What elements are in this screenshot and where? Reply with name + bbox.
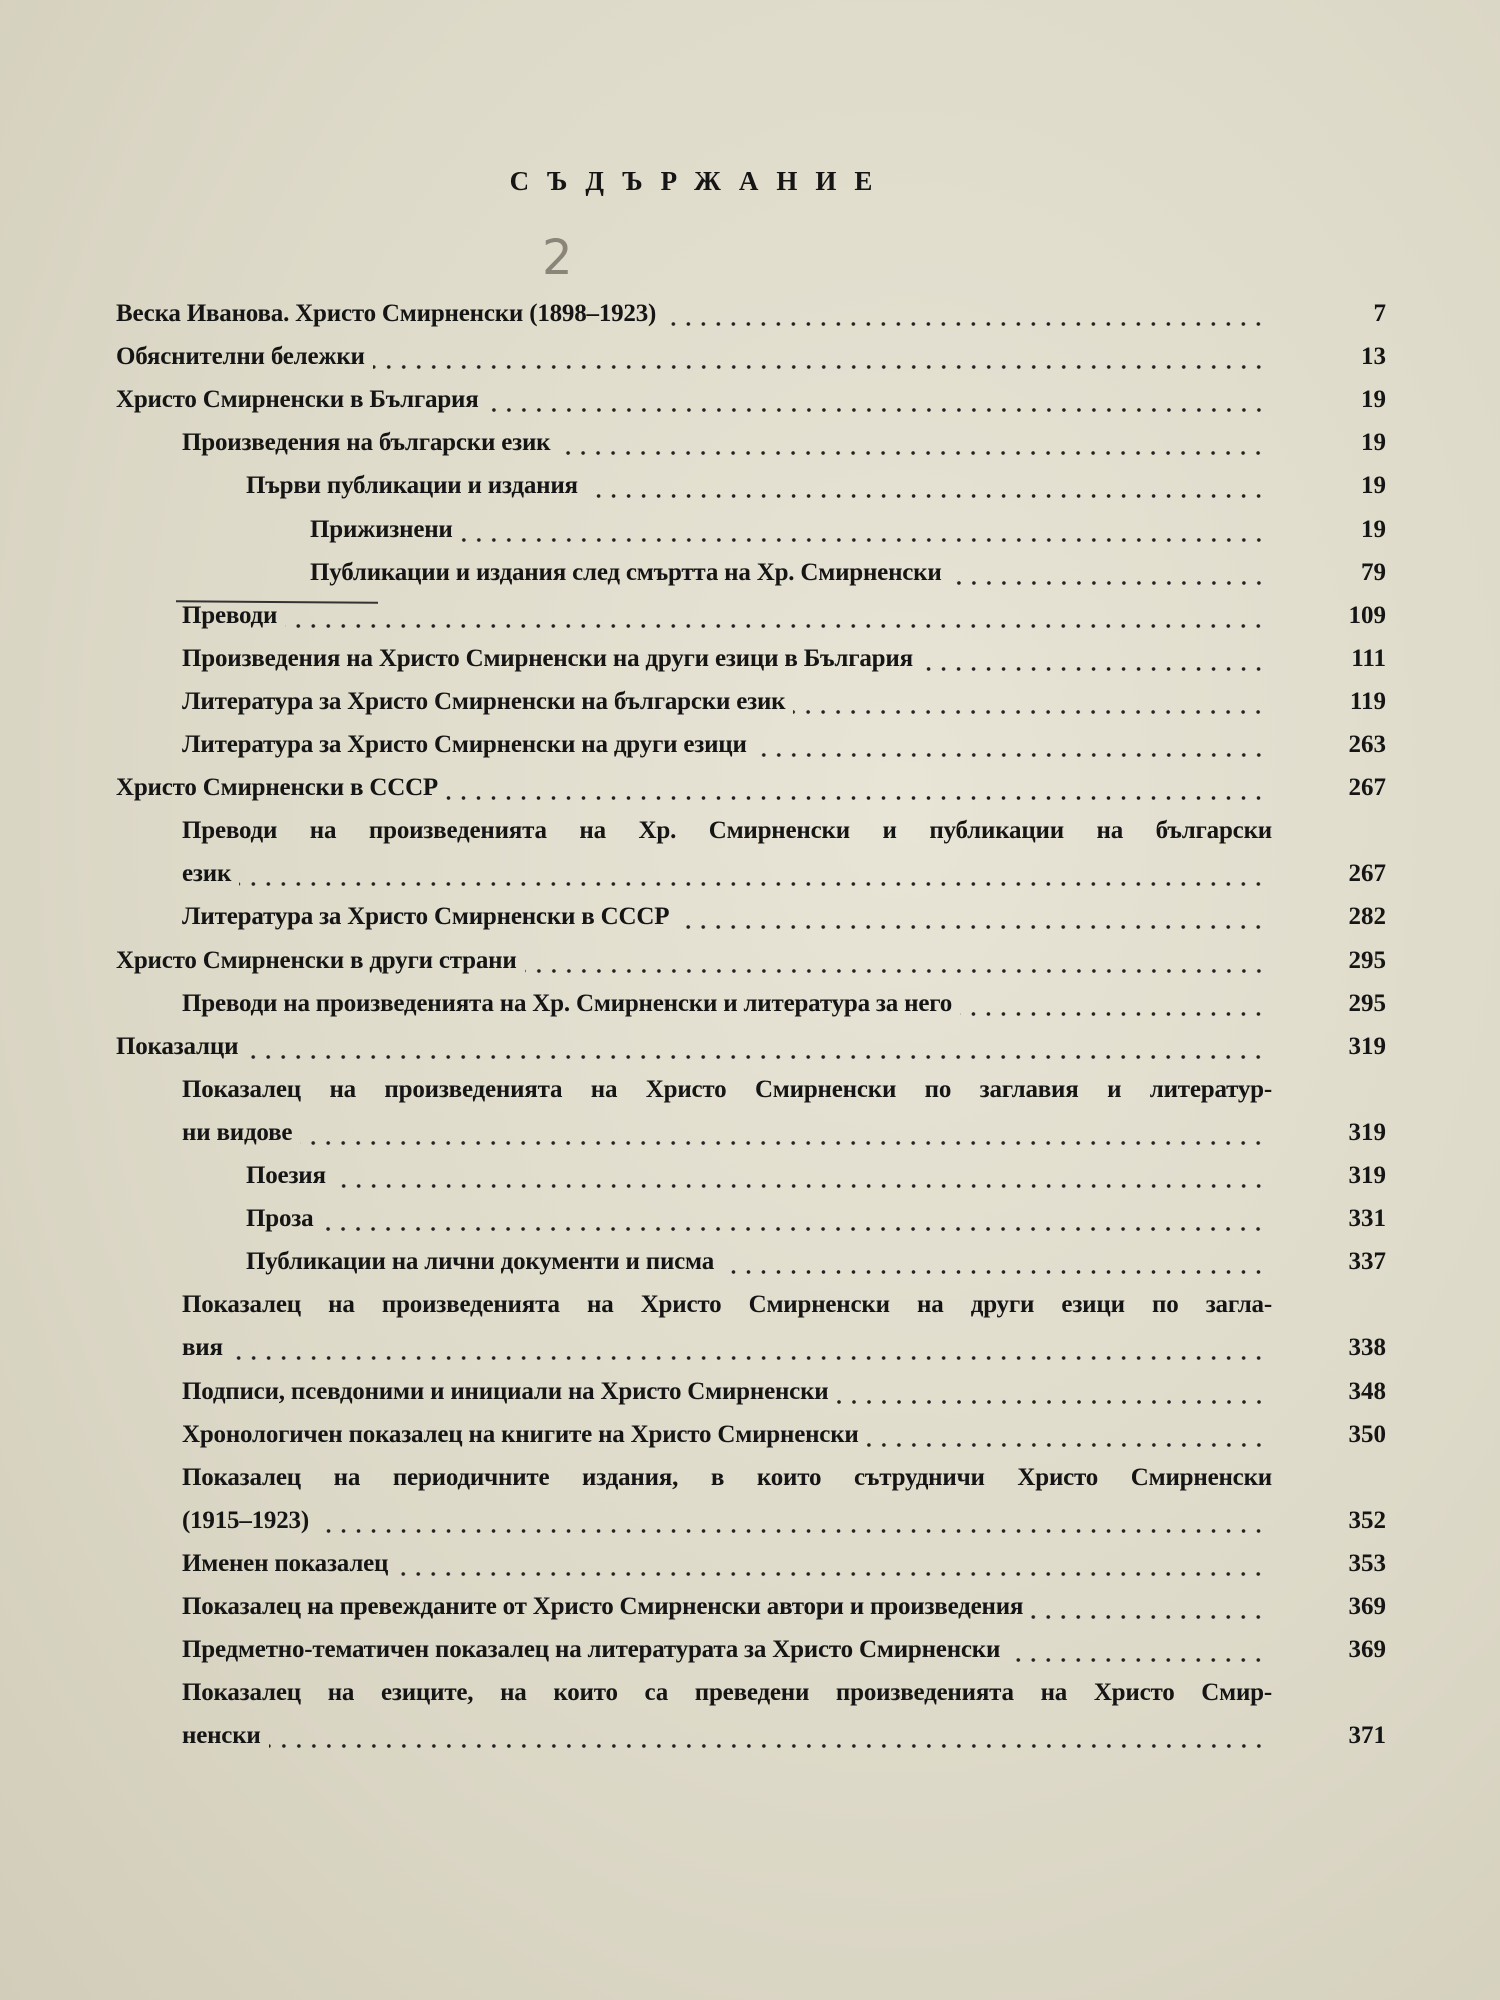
toc-entry-label: Веска Иванова. Христо Смирненски (1898–1923) (116, 300, 657, 327)
toc-page-number: 353 (1348, 1549, 1386, 1577)
toc-entry (310, 516, 1272, 550)
toc-entry-label: Произведения на български език (182, 429, 551, 457)
toc-entry (182, 1421, 1272, 1455)
toc-entry-label: вия (182, 1334, 223, 1362)
toc-page-number: 109 (1348, 601, 1386, 629)
dot-leader (231, 1356, 1266, 1360)
dot-leader (373, 365, 1266, 369)
toc-entry-line (182, 1076, 1272, 1110)
dot-leader (960, 1012, 1266, 1016)
toc-entry-label: Литература за Христо Смирненски на други езици (182, 731, 747, 758)
toc-entry (182, 903, 1272, 937)
page-title: СЪДЪРЖАНИЕ (509, 166, 891, 196)
toc-page-number: 19 (1361, 386, 1386, 414)
toc-page-number: 263 (1348, 731, 1386, 758)
toc-entry (182, 1507, 1272, 1541)
toc-entry-label: Преводи (182, 601, 278, 629)
toc-entry (182, 860, 1272, 894)
toc-entry (116, 386, 1272, 420)
toc-page-number: 369 (1348, 1593, 1386, 1620)
dot-leader (317, 1529, 1266, 1533)
dot-leader (246, 1055, 1266, 1059)
toc-page-number: 338 (1348, 1334, 1386, 1362)
toc-entry (116, 774, 1272, 808)
toc-page-number: 319 (1348, 1162, 1386, 1189)
toc-page-number: 319 (1348, 1118, 1386, 1146)
toc-entry-line (182, 1291, 1272, 1325)
toc-entry-label: Първи публикации и издания (246, 472, 578, 500)
dot-leader (1008, 1658, 1266, 1662)
toc-entry (246, 1248, 1272, 1282)
dot-leader (664, 322, 1266, 326)
handwritten-note: 2 (542, 230, 573, 286)
dot-leader (525, 969, 1266, 973)
toc-page-number: 111 (1351, 644, 1386, 672)
toc-entry-label: Литература за Христо Смирненски на български език (182, 687, 786, 715)
dot-leader (269, 1744, 1266, 1748)
toc-entry (182, 1593, 1272, 1627)
toc-entry-label: ни видове (182, 1118, 293, 1146)
toc-entry-label: Христо Смирненски в България (116, 386, 479, 414)
dot-leader (558, 451, 1266, 455)
toc-entry (182, 1722, 1272, 1756)
toc-entry (182, 1378, 1272, 1412)
toc-entry (182, 1636, 1272, 1670)
toc-entry-label: Преводи на произведенията на Хр. Смирненски и публикации на български (182, 817, 1272, 845)
toc-entry-label: ненски (182, 1722, 261, 1750)
toc-page-number: 331 (1348, 1205, 1386, 1233)
dot-leader (755, 753, 1266, 757)
dot-leader (285, 624, 1266, 628)
toc-entry-line (182, 1464, 1272, 1498)
dot-leader (321, 1227, 1266, 1231)
toc-entry (310, 559, 1272, 593)
toc-entry (246, 472, 1272, 506)
dot-leader (837, 1400, 1267, 1404)
dot-leader (396, 1572, 1266, 1576)
toc-entry-label: Показалец на езиците, на които са преведени произведенията на Христо Смир- (182, 1679, 1272, 1707)
toc-page-number: 19 (1361, 429, 1386, 457)
toc-entry (116, 947, 1272, 981)
dot-leader (461, 538, 1266, 542)
toc-entry (182, 1334, 1272, 1368)
toc-entry (182, 1550, 1272, 1584)
toc-page-number: 7 (1373, 300, 1386, 327)
toc-entry-label: Проза (246, 1205, 314, 1233)
toc-entry (182, 731, 1272, 765)
toc-page-number: 348 (1348, 1377, 1386, 1405)
toc-page-number: 337 (1348, 1248, 1386, 1276)
dot-leader (239, 882, 1266, 886)
toc-page-number: 13 (1361, 343, 1386, 371)
toc-entry (116, 300, 1272, 334)
toc-entry-label: Публикации на лични документи и писма (246, 1248, 715, 1276)
toc-entry-line (182, 1679, 1272, 1713)
toc-page-number: 267 (1348, 774, 1386, 802)
toc-entry-label: Показалец на периодичните издания, в които сътрудничи Христо Смирненски (182, 1463, 1272, 1491)
dot-leader (487, 408, 1266, 412)
dot-leader (921, 667, 1266, 671)
toc-entry (182, 429, 1272, 463)
toc-page-number: 295 (1348, 946, 1386, 974)
dot-leader (586, 494, 1266, 498)
toc-entry-label: Показалец на превежданите от Христо Смирненски автори и произведения (182, 1593, 1024, 1620)
toc-entry (246, 1162, 1272, 1196)
toc-entry-label: Именен показалец (182, 1549, 389, 1577)
toc-page-number: 319 (1348, 1032, 1386, 1060)
toc-entry-label: (1915–1923) (182, 1506, 309, 1534)
toc-entry-label: Подписи, псевдоними и инициали на Христо Смирненски (182, 1377, 829, 1405)
toc-entry-label: език (182, 860, 232, 888)
toc-entry (182, 602, 1272, 636)
toc-entry-label: Литература за Христо Смирненски в СССР (182, 903, 670, 931)
toc-entry-label: Показалец на произведенията на Христо Смирненски на други езици по загла- (182, 1291, 1272, 1319)
toc-entry-line (182, 817, 1272, 851)
toc-entry (246, 1205, 1272, 1239)
toc-page-number: 369 (1348, 1636, 1386, 1664)
toc-page-number: 79 (1361, 558, 1386, 586)
toc-entry-label: Прижизнени (310, 515, 453, 543)
toc-page-number: 352 (1348, 1506, 1386, 1534)
toc-entry-label: Преводи на произведенията на Хр. Смирненски и литература за него (182, 989, 953, 1017)
toc-entry (182, 645, 1272, 679)
toc-entry-label: Показалец на произведенията на Христо Смирненски по заглавия и литератур- (182, 1075, 1272, 1103)
toc-page-number: 350 (1348, 1420, 1386, 1448)
toc-page-number: 371 (1348, 1722, 1386, 1750)
dot-leader (446, 796, 1266, 800)
toc-entry-label: Поезия (246, 1162, 326, 1189)
toc-page-number: 119 (1349, 687, 1386, 715)
dot-leader (950, 581, 1266, 585)
toc-page-number: 295 (1348, 989, 1386, 1017)
toc-entry-label: Предметно-тематичен показалец на литературата за Христо Смирненски (182, 1636, 1001, 1664)
toc-entry-label: Христо Смирненски в СССР (116, 774, 438, 802)
toc-entry-label: Показалци (116, 1032, 239, 1060)
toc-entry-label: Христо Смирненски в други страни (116, 946, 517, 974)
dot-leader (300, 1141, 1266, 1145)
toc-entry (116, 343, 1272, 377)
toc-entry (182, 990, 1272, 1024)
dot-leader (677, 925, 1266, 929)
toc-entry (116, 1033, 1272, 1067)
toc-entry-label: Произведения на Христо Смирненски на други езици в България (182, 644, 913, 672)
toc-entry-label: Публикации и издания след смъртта на Хр. Смирненски (310, 558, 942, 586)
toc-entry (182, 1119, 1272, 1153)
toc-page-number: 19 (1361, 472, 1386, 500)
toc-page-number: 282 (1348, 903, 1386, 931)
dot-leader (867, 1443, 1266, 1447)
toc-page-number: 267 (1348, 860, 1386, 888)
dot-leader (1031, 1615, 1266, 1619)
dot-leader (722, 1270, 1266, 1274)
dot-leader (334, 1184, 1266, 1188)
toc-entry-label: Обяснителни бележки (116, 343, 365, 371)
toc-entry-label: Хронологичен показалец на книгите на Христо Смирненски (182, 1420, 859, 1448)
toc-entry (182, 688, 1272, 722)
dot-leader (793, 710, 1266, 714)
toc-page-number: 19 (1361, 515, 1386, 543)
